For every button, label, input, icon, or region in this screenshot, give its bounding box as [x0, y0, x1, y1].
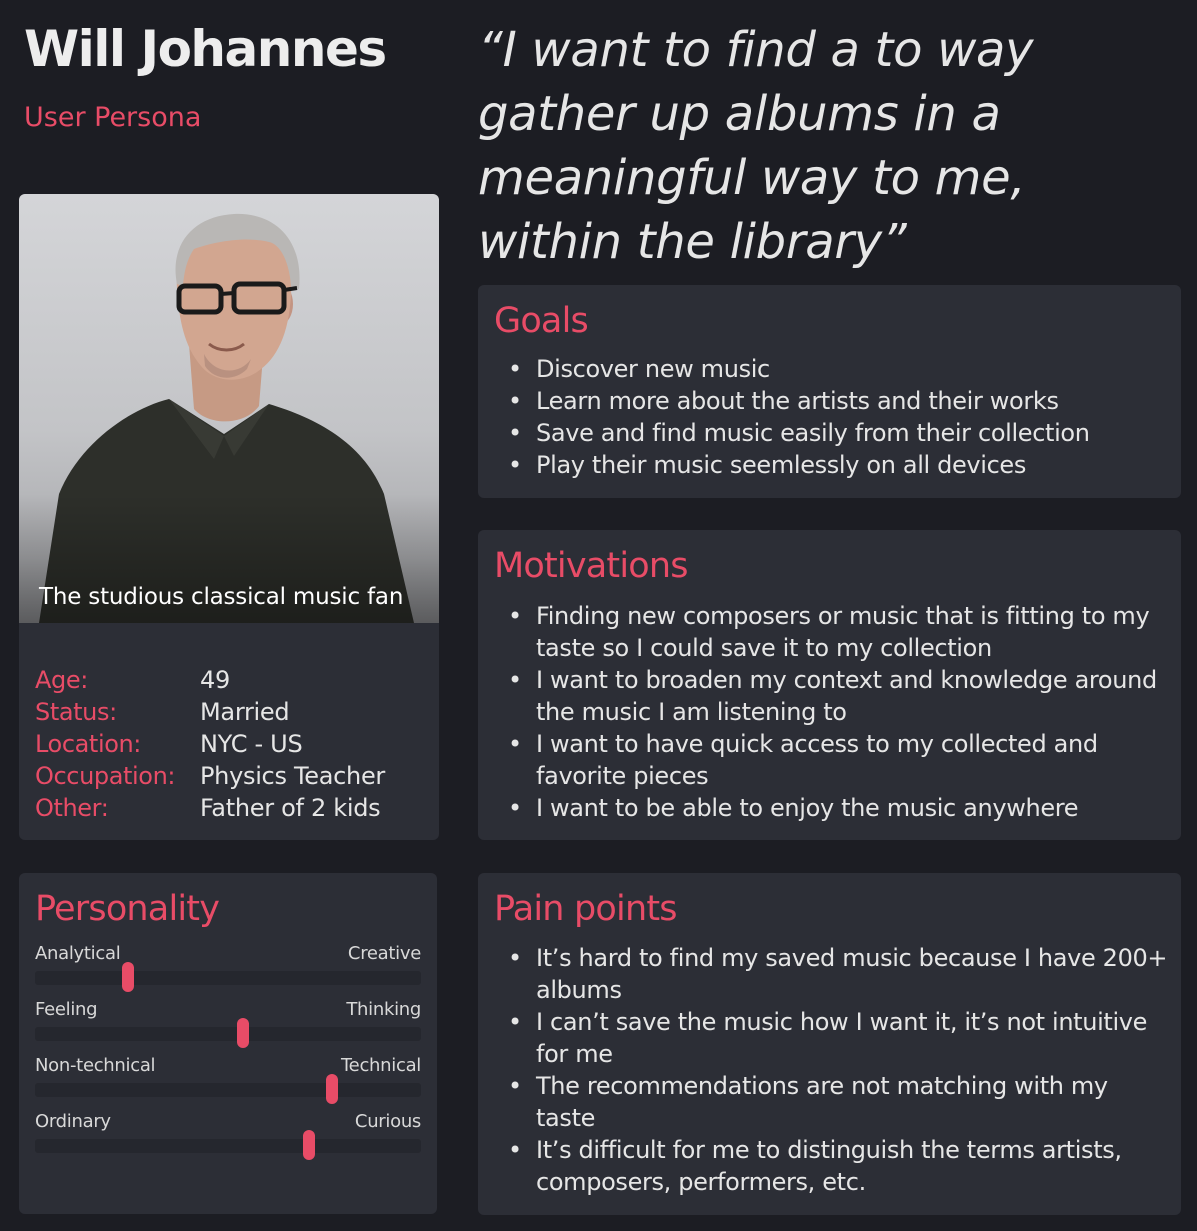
fact-label: Age:: [35, 666, 88, 694]
goals-card: [478, 285, 1181, 498]
pain-points-card: [478, 873, 1181, 1215]
trait-right-label: Creative: [347, 943, 421, 964]
trait-left-label: Ordinary: [35, 1111, 111, 1132]
trait-technical: [35, 1055, 421, 1105]
fact-location: [35, 728, 425, 760]
trait-ordinary-curious: [35, 1111, 421, 1161]
trait-right-label: Technical: [341, 1055, 421, 1076]
trait-track: [35, 1027, 421, 1041]
persona-subtitle: User Persona: [24, 102, 202, 133]
list-item: • Save and find music easily from their collection: [508, 417, 1168, 449]
trait-slider-handle[interactable]: [122, 962, 134, 992]
list-item: • I want to broaden my context and knowledge around the music I am listening to: [508, 664, 1168, 728]
personality-title: Personality: [35, 889, 220, 929]
fact-occupation: [35, 760, 425, 792]
trait-track: [35, 1083, 421, 1097]
fact-label: Status:: [35, 698, 117, 726]
fact-label: Other:: [35, 794, 109, 822]
fact-age: [35, 664, 425, 696]
fact-label: Location:: [35, 730, 141, 758]
fact-other: [35, 792, 425, 824]
trait-slider-handle[interactable]: [303, 1130, 315, 1160]
list-item: • I want to have quick access to my collected and favorite pieces: [508, 728, 1168, 792]
fact-value: Married: [200, 698, 290, 726]
fact-value: Physics Teacher: [200, 762, 385, 790]
profile-card: [19, 194, 439, 840]
trait-left-label: Feeling: [35, 999, 98, 1020]
fact-value: 49: [200, 666, 230, 694]
trait-left-label: Non-technical: [35, 1055, 156, 1076]
trait-feeling-thinking: [35, 999, 421, 1049]
portrait-illustration: [19, 194, 439, 623]
trait-right-label: Thinking: [346, 999, 421, 1020]
fact-status: [35, 696, 425, 728]
list-item: • The recommendations are not matching with my taste: [508, 1070, 1168, 1134]
persona-tagline: The studious classical music fan: [39, 584, 404, 610]
fact-value: NYC - US: [200, 730, 303, 758]
motivations-card: [478, 530, 1181, 840]
goals-list: [508, 353, 1168, 481]
persona-facts: [35, 664, 425, 824]
goals-title: Goals: [494, 301, 588, 341]
motivations-title: Motivations: [494, 546, 688, 586]
list-item: • Discover new music: [508, 353, 1168, 385]
trait-analytical-creative: [35, 943, 421, 993]
trait-slider-handle[interactable]: [237, 1018, 249, 1048]
list-item: • Learn more about the artists and their works: [508, 385, 1168, 417]
trait-track: [35, 971, 421, 985]
trait-right-label: Curious: [354, 1111, 421, 1132]
persona-photo: [19, 194, 439, 623]
pain-points-title: Pain points: [494, 889, 677, 929]
fact-value: Father of 2 kids: [200, 794, 381, 822]
pain-points-list: [508, 942, 1168, 1198]
trait-left-label: Analytical: [35, 943, 121, 964]
fact-label: Occupation:: [35, 762, 176, 790]
list-item: • Play their music seemlessly on all devices: [508, 449, 1168, 481]
list-item: • Finding new composers or music that is fitting to my taste so I could save it to my collection: [508, 600, 1168, 664]
trait-track: [35, 1139, 421, 1153]
list-item: • I can’t save the music how I want it, it’s not intuitive for me: [508, 1006, 1168, 1070]
list-item: • I want to be able to enjoy the music anywhere: [508, 792, 1168, 824]
persona-name: Will Johannes: [24, 20, 386, 78]
personality-card: [19, 873, 437, 1214]
list-item: • It’s hard to find my saved music because I have 200+ albums: [508, 942, 1168, 1006]
motivations-list: [508, 600, 1168, 824]
trait-slider-handle[interactable]: [326, 1074, 338, 1104]
list-item: • It’s difficult for me to distinguish the terms artists, composers, performers, etc.: [508, 1134, 1168, 1198]
persona-quote: “I want to find a to way gather up albums in a meaningful way to me, within the library”: [478, 22, 1034, 270]
